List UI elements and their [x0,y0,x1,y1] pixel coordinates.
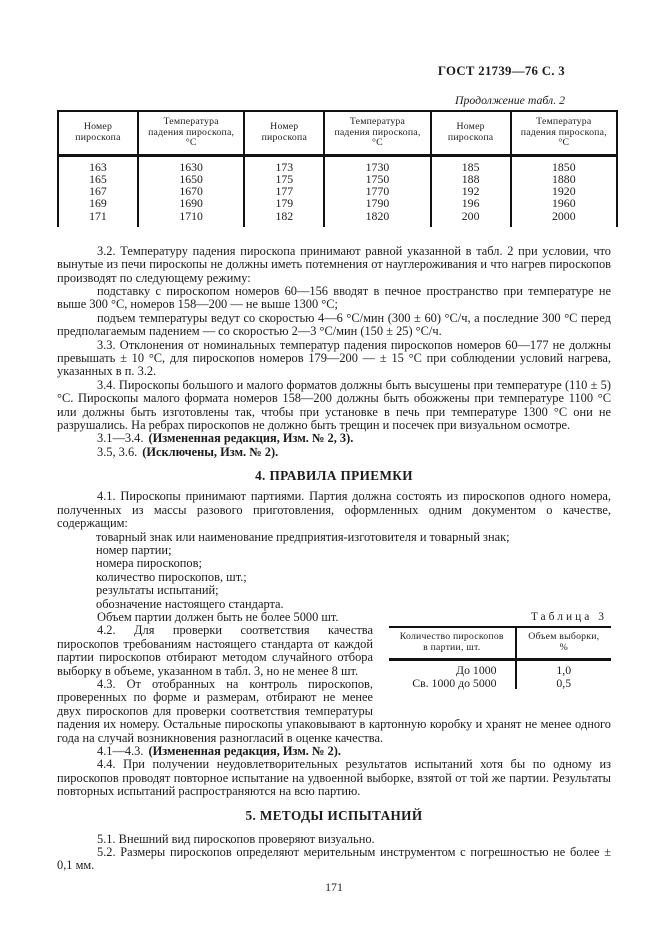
list-item: обозначение настоящего стандарта. [96,596,284,611]
table-cell: 179 [244,197,324,209]
table3-body [389,660,611,689]
page-content [57,0,611,894]
list-item: количество пироскопов, шт.; [96,569,247,584]
list-item: номера пироскопов; [96,556,202,571]
table-cell: 1710 [138,210,244,227]
table-row [58,210,617,227]
table-cell: 1750 [324,173,430,185]
table2-caption: Продолжение табл. 2 [454,93,565,107]
table-cell: 1960 [552,196,576,211]
column-header: Номер пироскопа [244,111,324,155]
amendment-text: (Измененная редакция, Изм. № 2, 3). [148,431,354,446]
paragraph-5-1: 5.1. Внешний вид пироскопов проверяют визуально. [97,831,375,846]
paragraph-4-3: 4.3. От отобранных на контроль пироскопов, проверенных по форме и размерам, отбирают не менее двух пироскопов для проверки соответствия температуры падения их номеру. Остальные пироскопы упаковывают в картонную коробку и хранят не менее одного года на случай возникновения разногласий в оценке качества. [57,676,611,745]
table-row [58,197,617,209]
table-cell: Св. 1000 до 5000 [389,677,516,689]
table-cell: 167 [58,185,138,197]
table-row [389,660,611,677]
table-cell: 165 [58,173,138,185]
excluded-text: (Исключены, Изм. № 2). [142,444,279,459]
sampling-volume-table [389,626,611,689]
excluded-note-3-5-3-6 [97,446,611,459]
amendment-text: (Измененная редакция, Изм. № 2). [148,744,341,759]
table-cell: 1630 [138,155,244,173]
pyroscope-temperature-table [57,110,618,227]
column-header: Количество пироскопов в партии, шт. [389,627,516,660]
table-cell: 175 [244,173,324,185]
amendment-prefix: 3.1—3.4. [97,431,144,446]
table2-body [58,155,617,227]
table-cell: 0,5 [556,675,572,690]
column-header: Температура падения пироскопа, °С [511,111,617,155]
table-row [389,677,611,689]
table3-container [389,611,611,713]
table-cell: 1670 [138,185,244,197]
table-cell: 171 [58,210,138,227]
paragraph-4-1: 4.1. Пироскопы принимают партиями. Партия должна состоять из пироскопов одного номера, полученных из массы разового приготовления, оформленных одним документом о качестве, содержащим: [57,489,611,531]
table-cell: 173 [244,155,324,173]
table-cell: 182 [244,210,324,227]
table-cell: 1650 [138,173,244,185]
table-cell: 169 [58,197,138,209]
paragraph-4-4: 4.4. При получении неудовлетворительных результатов испытаний хотя бы по одному из пироскопов проводят повторное испытание на удвоенной выборке, взятой от той же партии. Результаты повторных испытаний распространяются на всю партию. [57,757,611,799]
table-row [58,155,617,173]
page-number: 171 [325,879,343,894]
table-cell: 1790 [324,197,430,209]
table-cell: 188 [431,173,511,185]
list-item: номер партии; [96,542,172,557]
table-cell: 1880 [552,171,576,186]
table-cell: 1690 [138,197,244,209]
table-cell: 1920 [552,184,576,199]
table-cell: 192 [431,185,511,197]
paragraph-3-4: 3.4. Пироскопы большого и малого форматов должны быть высушены при температуре (110 ± 5) °С. Пироскопы малого формата номеров 158—200 должны быть обожжены при температуре 1100 °С или должны быть изготовлены так, чтобы при установке в печь при температуре 1300 °С они не разрушались. На ребрах пироскопов не должно быть трещин и посечек при визуальном осмотре. [57,377,611,433]
doc-reference: ГОСТ 21739—76 С. 3 [437,64,565,78]
table-cell: 1,0 [556,663,572,678]
paragraph-3-2-regime-a: подставку с пироскопом номеров 60—156 вводят в печное пространство при температуре не выше 300 °С, номеров 158—200 — не выше 1300 °С; [57,284,611,312]
table-cell: 1820 [324,210,430,227]
column-header: Температура падения пироскопа, °С [138,111,244,155]
column-header: Номер пироскопа [58,111,138,155]
table-cell: 2000 [552,208,576,223]
table-cell: 1770 [324,185,430,197]
amendment-note-4-1-4-3 [97,745,611,758]
table-cell: 200 [431,210,511,227]
column-header: Температура падения пироскопа, °С [324,111,430,155]
table3-caption: Таблица 3 [530,610,607,623]
table-cell: 1850 [552,159,576,174]
list-item: товарный знак или наименование предприятия-изготовителя и товарный знак; [96,529,510,544]
table-cell: 185 [431,155,511,173]
body-text [57,245,611,894]
paragraph-3-3: 3.3. Отклонения от номинальных температур падения пироскопов номеров 60—177 не должны превышать ± 10 °С, для пироскопов номеров 179—200 — ± 15 °С при соблюдении условий нагрева, указанных в п. 3.2. [57,337,611,379]
table-cell: 177 [244,185,324,197]
paragraph-4-2: 4.2. Для проверки соответствия качества пироскопов требованиям настоящего стандарта от каждой партии пироскопов отбирают методом случайного отбора выборку в объеме, указанном в табл. 3, но не менее 8 шт. [57,623,373,678]
quality-document-list [57,531,611,611]
table-cell: 1730 [324,155,430,173]
section-5-heading: 5. МЕТОДЫ ИСПЫТАНИЙ [245,807,423,823]
table3-header-row [389,627,611,660]
table-row [58,173,617,185]
paragraph-4-1-batch-volume: Объем партии должен быть не более 5000 шт. [97,609,339,624]
table-cell: До 1000 [389,660,516,677]
excluded-prefix: 3.5, 3.6. [97,444,138,459]
column-header: Номер пироскопа [431,111,511,155]
paragraph-3-2: 3.2. Температуру падения пироскопа принимают равной указанной в табл. 2 при условии, что вынутые из печи пироскопы не должны иметь потемнения от науглероживания и что нагрев пироскопов производят по следующему режиму: [57,243,611,285]
column-header: Объем выборки, % [516,627,611,660]
amendment-prefix: 4.1—4.3. [97,744,144,759]
list-item: результаты испытаний; [96,583,219,598]
table-cell: 196 [431,197,511,209]
section-4-heading: 4. ПРАВИЛА ПРИЕМКИ [255,468,413,484]
paragraph-5-2: 5.2. Размеры пироскопов определяют мерительным инструментом с погрешностью не более ± 0,1 мм. [57,845,611,873]
table-row [58,185,617,197]
table2-header-row [58,111,617,155]
table-cell: 163 [58,155,138,173]
amendment-note-3-1-3-4 [97,432,611,445]
paragraph-3-2-regime-b: подъем температуры ведут со скоростью 4—6 °С/мин (300 ± 60) °С/ч, а последние 300 °С перед предполагаемым падением — со скоростью 2—3 °С/мин (150 ± 25) °С/ч. [57,310,611,339]
